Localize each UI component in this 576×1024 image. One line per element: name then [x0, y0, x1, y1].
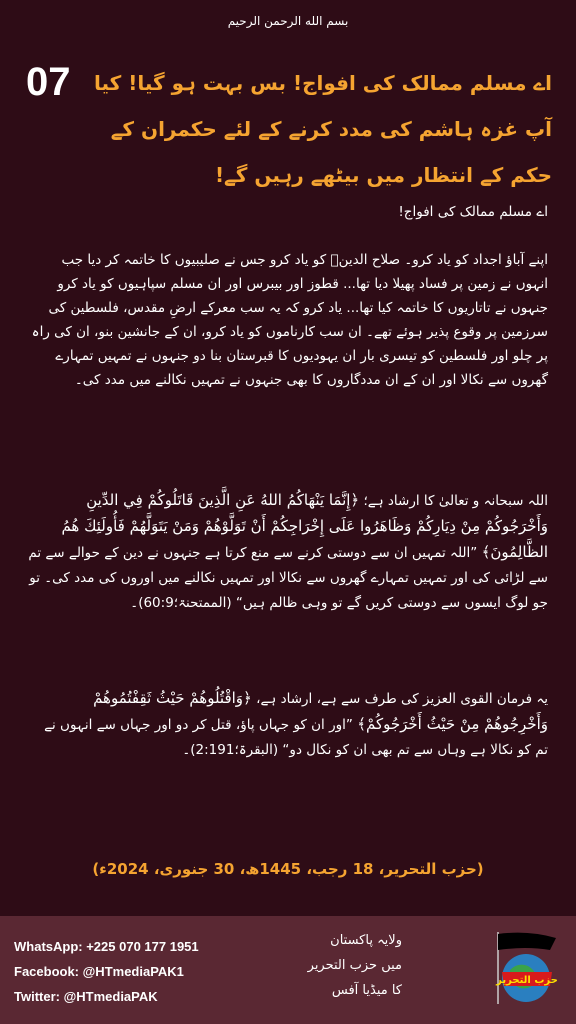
paragraph-3-intro: یہ فرمان القوی العزیز کی طرف سے ہے، ارشاد ہے،: [256, 691, 548, 707]
hizb-logo-icon: [484, 928, 566, 1008]
salutation: اے مسلم ممالک کی افواج!: [398, 204, 548, 220]
translation-1: ”اللہ تمہیں ان سے دوستی کرنے سے منع کرتا ہے جنہوں نے دین کے حوالے سے تم سے لڑائی کی اور تمہیں تمہارے گھروں سے نکالا اور تمہیں نکالنے میں اوروں کی مدد کی۔ تو جو لوگ ایسوں سے دوستی کریں گے تو وہی ظالم ہیں“ (الممتحنۃ؛60:9)۔: [28, 545, 548, 611]
signature: (حزب التحریر، 18 رجب، 1445ھ، 30 جنوری، 2024ء): [92, 860, 484, 878]
issue-number: 07: [26, 60, 71, 104]
footer: [0, 916, 576, 1024]
paragraph-1: اپنے آباؤ اجداد کو یاد کرو۔ صلاح الدینؒ کو یاد کرو جس نے صلیبیوں کا خاتمہ کر دیا جب انہوں نے زمین پر فساد پھیلا دیا تھا... قطوز اور بیبرس اور ان مسلم سپاہیوں کو یاد کرو جنہوں نے تاتاریوں کا خاتمہ کیا تھا... یاد کرو کہ یہ سب معرکے ارضِ مقدس، فلسطین کی سرزمین پر وقوع پذیر ہوئے تھے۔ ان سب کارناموں کو یاد کرو، ان کے جانشین بنو، ان کی راہ پر چلو اور فلسطین کو تیسری بار ان یہودیوں کا قبرستان بنا دو جنہوں نے تمہیں تمہارے گھروں سے نکالا اور ان کے ان مددگاروں کا بھی جنہوں نے تمہیں نکالنے میں مدد کی۔: [31, 252, 548, 388]
paragraph-3: [28, 686, 548, 763]
contact-list: [14, 934, 199, 1009]
facebook-contact: Facebook: @HTmediaPAK1: [14, 964, 184, 979]
media-office: [282, 928, 402, 1003]
office-line-3: کا میڈیا آفس: [331, 983, 402, 998]
office-line-1: ولایہ پاکستان: [330, 933, 402, 948]
logo-text: حزب التحریر: [496, 975, 558, 986]
office-line-2: میں حزب التحریر: [307, 958, 402, 973]
whatsapp-contact: WhatsApp: +225 070 177 1951: [14, 939, 199, 954]
quran-verse-2: ﴿وَاقْتُلُوهُمْ حَيْثُ ثَقِفْتُمُوهُمْ وَأَخْرِجُوهُمْ مِنْ حَيْثُ أَخْرَجُوكُمْ﴾: [93, 689, 548, 733]
paragraph-2-intro: اللہ سبحانہ و تعالیٰ کا ارشاد ہے؛: [363, 493, 548, 509]
bismillah: بسم الله الرحمن الرحيم: [227, 14, 349, 28]
paragraph-2: [28, 488, 548, 616]
twitter-contact: Twitter: @HTmediaPAK: [14, 989, 158, 1004]
translation-2: ”اور ان کو جہاں پاؤ، قتل کر دو اور جہاں سے انہوں نے تم کو نکالا ہے وہاں سے تم بھی ان کو نکال دو“ (البقرۃ؛2:191)۔: [44, 717, 548, 758]
quran-verse-1: ﴿إِنَّمَا يَنْهَاكُمُ اللهُ عَنِ الَّذِينَ قَاتَلُوكُمْ فِي الدِّينِ وَأَخْرَجُوكُمْ مِنْ دِيَارِكُمْ وَظَاهَرُوا عَلَى إِخْرَاجِكُمْ أَنْ تَوَلَّوْهُمْ وَمَنْ يَتَوَلَّهُمْ فَأُولَئِكَ هُمُ الظَّالِمُونَ﴾: [61, 491, 548, 561]
headline: اے مسلم ممالک کی افواج! بس بہت ہو گیا! کیا آپ غزہ ہاشم کی مدد کرنے کے لئے حکمران کے حکم کے انتظار میں بیٹھے رہیں گے!: [93, 71, 552, 187]
